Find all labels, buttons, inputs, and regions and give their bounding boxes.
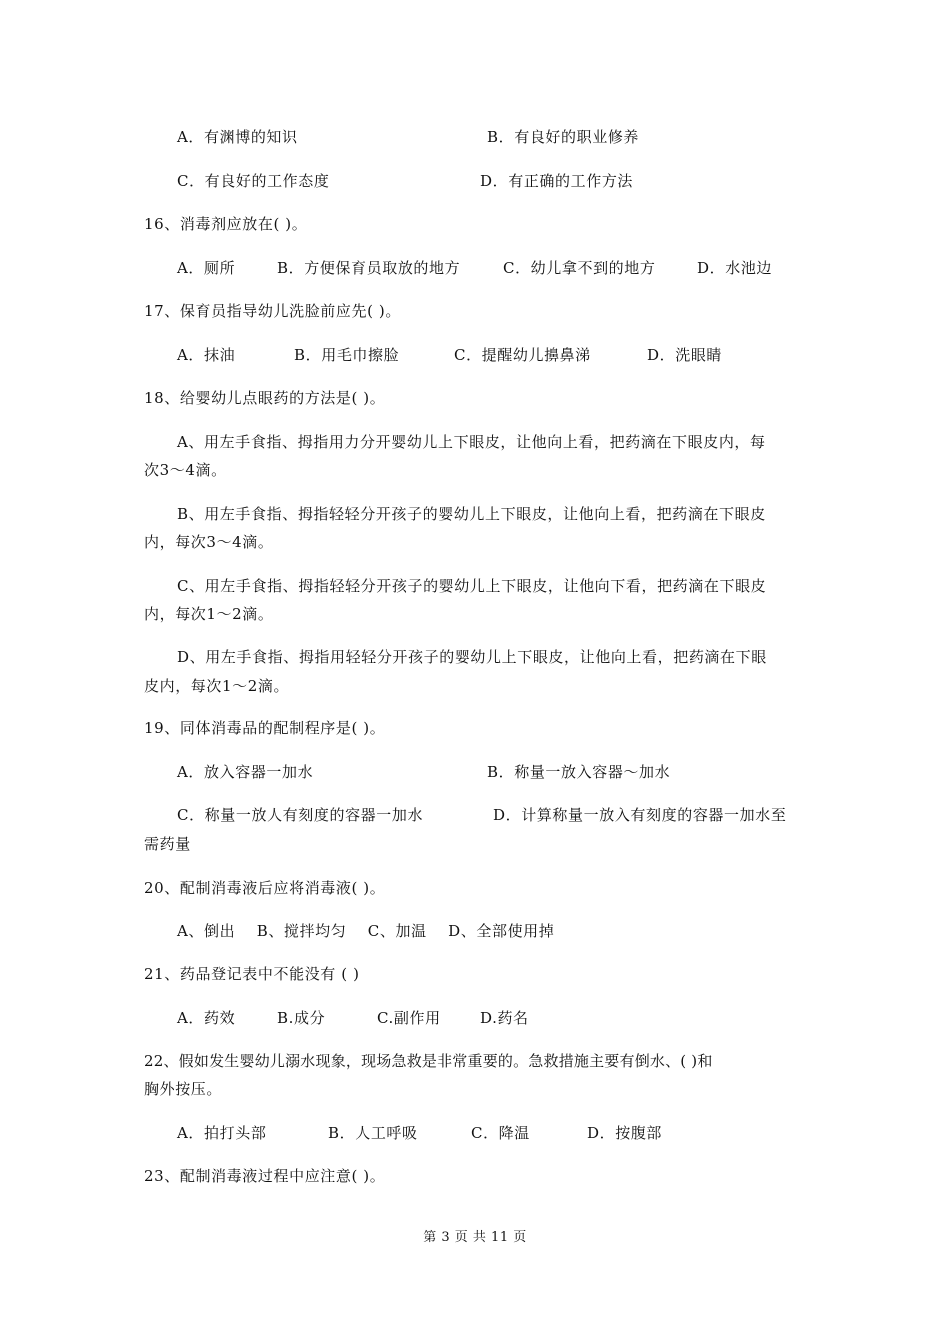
- q19-option-b: B．称量一放入容器～加水: [487, 763, 671, 781]
- q18-option-c-line1: C、用左手食指、拇指轻轻分开孩子的婴幼儿上下眼皮，让他向下看，把药滴在下眼皮: [177, 577, 767, 595]
- q15-option-a: A．有渊博的知识: [177, 128, 298, 146]
- q22-stem-line1: 22、假如发生婴幼儿溺水现象，现场急救是非常重要的。急救措施主要有倒水、( )和: [144, 1052, 713, 1070]
- q15-option-d: D．有正确的工作方法: [480, 172, 634, 190]
- q21-stem: 21、药品登记表中不能没有 ( ): [144, 965, 360, 983]
- q17-stem: 17、保育员指导幼儿洗脸前应先( )。: [144, 302, 401, 320]
- q19-option-d: D．计算称量一放入有刻度的容器一加水至: [493, 806, 787, 824]
- q23-stem: 23、配制消毒液过程中应注意( )。: [144, 1167, 386, 1185]
- q18-stem: 18、给婴幼儿点眼药的方法是( )。: [144, 389, 386, 407]
- q15-option-c: C．有良好的工作态度: [177, 172, 330, 190]
- q18-option-c-line2: 内，每次1～2滴。: [144, 605, 274, 623]
- q16-option-c: C．幼儿拿不到的地方: [503, 259, 656, 277]
- q22-option-b: B．人工呼吸: [328, 1124, 418, 1142]
- q22-stem-line2: 胸外按压。: [144, 1080, 223, 1098]
- q17-option-a: A．抹油: [177, 346, 236, 364]
- q21-option-a: A．药效: [177, 1009, 236, 1027]
- q20-options: A、倒出 B、搅拌均匀 C、加温 D、全部使用掉: [177, 922, 555, 940]
- q19-stem: 19、同体消毒品的配制程序是( )。: [144, 719, 386, 737]
- q17-option-b: B．用毛巾擦脸: [294, 346, 400, 364]
- page-footer: 第 3 页 共 11 页: [423, 1230, 527, 1245]
- q16-option-b: B．方便保育员取放的地方: [277, 259, 461, 277]
- q18-option-a-line2: 次3～4滴。: [144, 461, 227, 479]
- q20-stem: 20、配制消毒液后应将消毒液( )。: [144, 879, 386, 897]
- q22-option-c: C．降温: [471, 1124, 530, 1142]
- q19-option-c: C．称量一放人有刻度的容器一加水: [177, 806, 424, 824]
- q19-option-a: A．放入容器一加水: [177, 763, 314, 781]
- q15-option-b: B．有良好的职业修养: [487, 128, 640, 146]
- q21-option-b: B.成分: [277, 1009, 326, 1027]
- q18-option-d-line2: 皮内，每次1～2滴。: [144, 677, 290, 695]
- q22-option-d: D．按腹部: [587, 1124, 663, 1142]
- q18-option-b-line2: 内，每次3～4滴。: [144, 533, 274, 551]
- q22-option-a: A．拍打头部: [177, 1124, 267, 1142]
- q21-option-d: D.药名: [480, 1009, 529, 1027]
- q18-option-d-line1: D、用左手食指、拇指用轻轻分开孩子的婴幼儿上下眼皮，让他向上看，把药滴在下眼: [177, 648, 767, 666]
- q16-option-d: D．水池边: [697, 259, 773, 277]
- q21-option-c: C.副作用: [377, 1009, 441, 1027]
- q18-option-a-line1: A、用左手食指、拇指用力分开婴幼儿上下眼皮，让他向上看，把药滴在下眼皮内，每: [177, 433, 766, 451]
- q17-option-d: D．洗眼睛: [647, 346, 723, 364]
- q16-option-a: A．厕所: [177, 259, 236, 277]
- q18-option-b-line1: B、用左手食指、拇指轻轻分开孩子的婴幼儿上下眼皮，让他向上看，把药滴在下眼皮: [177, 505, 766, 523]
- q16-stem: 16、消毒剂应放在( )。: [144, 215, 308, 233]
- q19-option-d-line2: 需药量: [144, 835, 191, 853]
- q17-option-c: C．提醒幼儿擤鼻涕: [454, 346, 591, 364]
